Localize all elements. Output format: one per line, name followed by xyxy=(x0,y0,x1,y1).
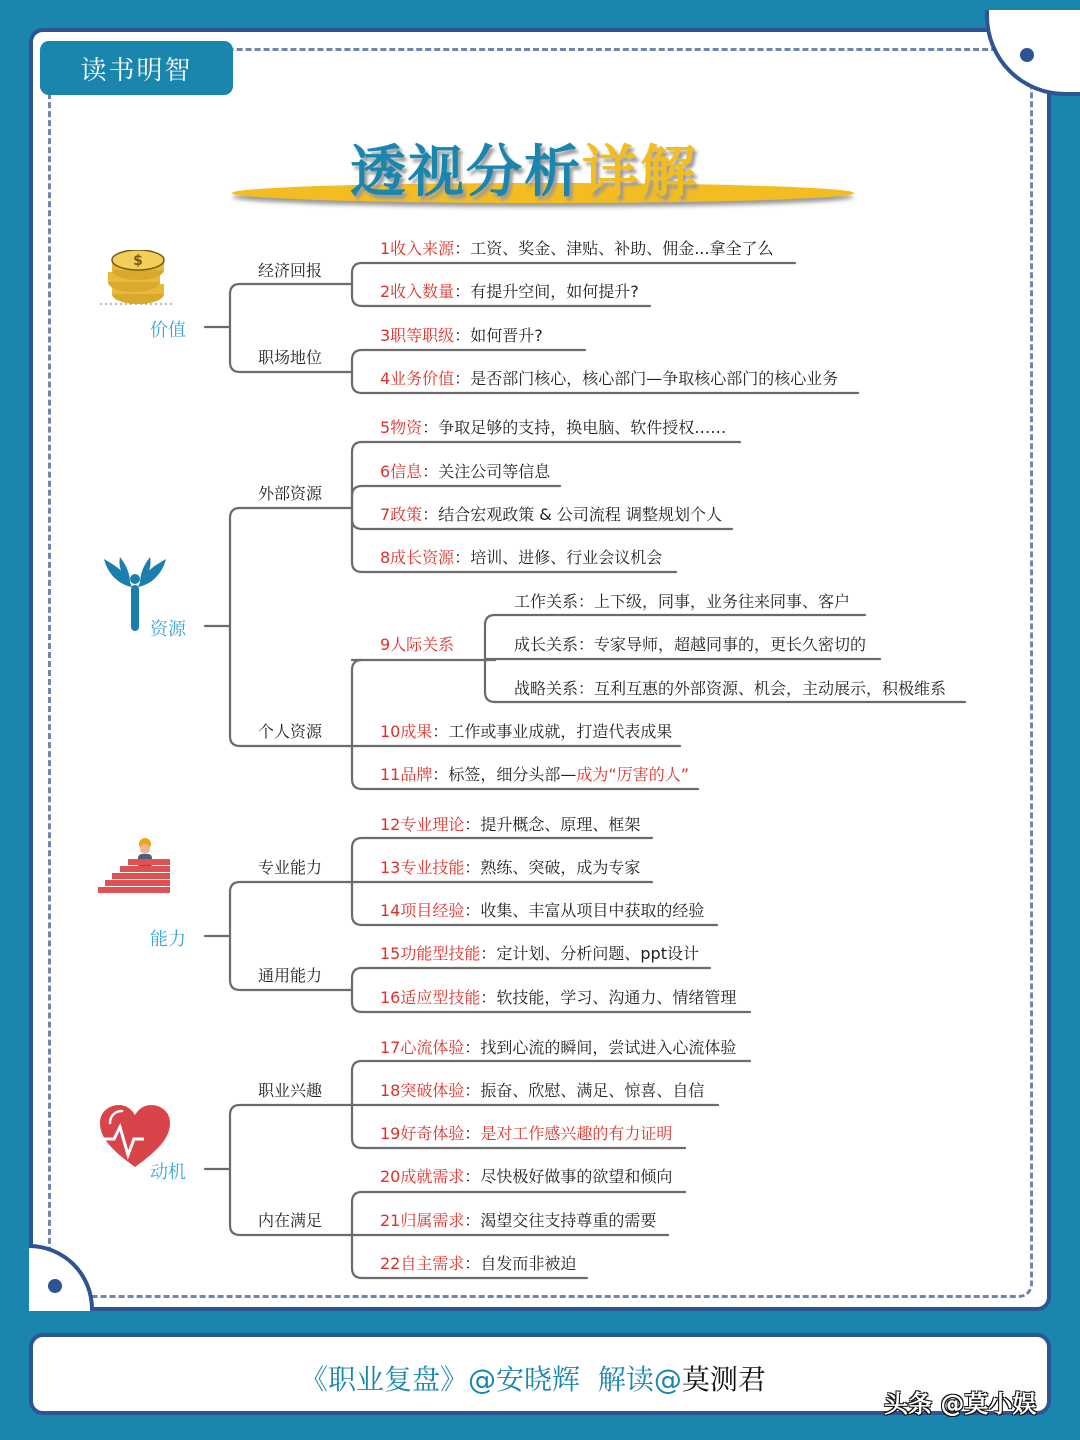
leaf-sep: ： xyxy=(454,369,471,388)
leaf-sep: ： xyxy=(432,765,449,784)
category-tag: 读书明智 xyxy=(40,41,233,95)
leaf-text: 是否部门核心，核心部门—争取核心部门的核心业务 xyxy=(470,369,839,388)
leaf-text: 收集、丰富从项目中获取的经验 xyxy=(480,901,705,920)
leaf-item xyxy=(380,898,704,921)
leaf-sep: ： xyxy=(422,418,439,437)
branch-professional-ability: 专业能力 xyxy=(258,858,323,877)
leaf-sep: ： xyxy=(480,944,497,963)
leaf-key: 12专业理论 xyxy=(380,815,465,834)
leaf-item xyxy=(380,502,722,525)
root-node-value: 价值 xyxy=(150,320,186,341)
watermark: 头条 @莫小娱 xyxy=(884,1390,1037,1418)
leaf-text: 工作或事业成就，打造代表成果 xyxy=(448,722,673,741)
leaf-sep: ： xyxy=(454,282,471,301)
leaf-item xyxy=(380,1251,576,1274)
leaf-text: 软技能，学习、沟通力、情绪管理 xyxy=(496,988,737,1007)
leaf-key: 13专业技能 xyxy=(380,858,465,877)
leaf-item xyxy=(380,323,543,346)
footer-credits xyxy=(300,1358,766,1398)
leaf-text: 如何晋升? xyxy=(470,326,543,345)
leaf-key: 19好奇体验 xyxy=(380,1124,465,1143)
leaf-item xyxy=(380,279,639,302)
leaf-sep: ： xyxy=(422,505,439,524)
leaf-key: 14项目经验 xyxy=(380,901,465,920)
leaf-sep: ： xyxy=(464,1167,481,1186)
leaf-item xyxy=(380,1078,704,1101)
root-node-motivation: 动机 xyxy=(150,1162,186,1183)
leaf-sep: ： xyxy=(454,548,471,567)
leaf-sep: ： xyxy=(464,1211,481,1230)
leaf-text: 熟练、突破，成为专家 xyxy=(480,858,641,877)
leaf-subitem: 工作关系：上下级，同事，业务往来同事、客户 xyxy=(514,592,851,611)
leaf-text: 自发而非被迫 xyxy=(480,1254,577,1273)
leaf-sep: ： xyxy=(454,326,471,345)
leaf-key: 18突破体验 xyxy=(380,1081,465,1100)
leaf-text: 提升概念、原理、框架 xyxy=(480,815,641,834)
branch-general-ability: 通用能力 xyxy=(258,966,323,985)
leaf-sep: ： xyxy=(454,239,471,258)
branch-inner-satisfaction: 内在满足 xyxy=(258,1211,323,1230)
branch-external-resources: 外部资源 xyxy=(258,484,323,503)
title-main: 透视分析 xyxy=(350,140,582,205)
leaf-highlight: 成为“厉害的人” xyxy=(576,765,689,784)
branch-career-interest: 职业兴趣 xyxy=(258,1081,323,1100)
leaf-key: 5物资 xyxy=(380,418,423,437)
leaf-item-interpersonal xyxy=(380,632,454,655)
branch-workplace-status: 职场地位 xyxy=(258,348,323,367)
leaf-key: 8成长资源 xyxy=(380,548,455,567)
leaf-item xyxy=(380,941,699,964)
leaf-key: 7政策 xyxy=(380,505,423,524)
leaf-item xyxy=(380,415,726,438)
leaf-sep: ： xyxy=(464,1124,481,1143)
leaf-item xyxy=(380,459,550,482)
leaf-key: 20成就需求 xyxy=(380,1167,465,1186)
leaf-key: 4业务价值 xyxy=(380,369,455,388)
branch-personal-resources: 个人资源 xyxy=(258,722,323,741)
leaf-sep: ： xyxy=(422,462,439,481)
leaf-sep: ： xyxy=(464,1038,481,1057)
leaf-sep: ： xyxy=(464,901,481,920)
leaf-text: 争取足够的支持，换电脑、软件授权…… xyxy=(438,418,727,437)
leaf-item xyxy=(380,366,838,389)
leaf-sep: ： xyxy=(480,988,497,1007)
leaf-text: 结合宏观政策 & 公司流程 调整规划个人 xyxy=(438,505,722,524)
leaf-key: 15功能型技能 xyxy=(380,944,481,963)
title-accent: 详解 xyxy=(582,140,698,205)
leaf-key: 2收入数量 xyxy=(380,282,455,301)
coins-icon xyxy=(100,250,172,310)
leaf-sep: ： xyxy=(464,1254,481,1273)
leaf-text: 渴望交往支持尊重的需要 xyxy=(480,1211,657,1230)
leaf-key: 22自主需求 xyxy=(380,1254,465,1273)
leaf-key: 21归属需求 xyxy=(380,1211,465,1230)
leaf-item xyxy=(380,236,773,259)
leaf-text: 工资、奖金、津贴、补助、佣金...拿全了么 xyxy=(470,239,774,258)
leaf-text: 振奋、欣慰、满足、惊喜、自信 xyxy=(480,1081,705,1100)
leaf-key: 6信息 xyxy=(380,462,423,481)
leaf-text: 标签，细分头部— xyxy=(448,765,577,784)
leaf-sep: ： xyxy=(464,815,481,834)
leaf-text: 关注公司等信息 xyxy=(438,462,551,481)
leaf-item xyxy=(380,1164,672,1187)
leaf-item xyxy=(380,1208,656,1231)
leaf-highlight: 是对工作感兴趣的有力证明 xyxy=(480,1124,673,1143)
leaf-key: 1收入来源 xyxy=(380,239,455,258)
leaf-item xyxy=(380,545,662,568)
leaf-text: 培训、进修、行业会议机会 xyxy=(470,548,663,567)
leaf-sep: ： xyxy=(464,858,481,877)
footer-author: 莫测君 xyxy=(681,1363,766,1396)
leaf-key: 3职等职级 xyxy=(380,326,455,345)
root-node-resources: 资源 xyxy=(150,619,186,640)
leaf-item xyxy=(380,812,640,835)
leaf-text: 定计划、分析问题、ppt设计 xyxy=(496,944,699,963)
leaf-item xyxy=(380,1121,672,1144)
leaf-item xyxy=(380,1035,736,1058)
leaf-text: 尽快极好做事的欲望和倾向 xyxy=(480,1167,673,1186)
leaf-sep: ： xyxy=(432,722,449,741)
footer-interpret: 解读@ xyxy=(597,1363,682,1396)
leaf-item xyxy=(380,985,736,1008)
branch-economic-return: 经济回报 xyxy=(258,261,323,280)
leaf-key: 16适应型技能 xyxy=(380,988,481,1007)
leaf-subitem: 成长关系：专家导师，超越同事的，更长久密切的 xyxy=(514,635,867,654)
leaf-key: 17心流体验 xyxy=(380,1038,465,1057)
root-node-ability: 能力 xyxy=(150,929,186,950)
leaf-text: 有提升空间，如何提升? xyxy=(470,282,639,301)
leaf-text: 找到心流的瞬间，尝试进入心流体验 xyxy=(480,1038,737,1057)
leaf-item xyxy=(380,855,640,878)
leaf-key: 9人际关系 xyxy=(380,635,455,654)
leaf-key: 11品牌 xyxy=(380,765,433,784)
leaf-key: 10成果 xyxy=(380,722,433,741)
leaf-item xyxy=(380,762,689,785)
leaf-subitem: 战略关系：互利互惠的外部资源、机会，主动展示，积极维系 xyxy=(514,679,947,698)
leaf-item xyxy=(380,719,672,742)
svg-text:$: $ xyxy=(133,253,143,269)
worker-brick-wall-icon xyxy=(98,835,172,901)
footer-book: 《职业复盘》@安晓辉 xyxy=(300,1363,581,1396)
leaf-sep: ： xyxy=(464,1081,481,1100)
